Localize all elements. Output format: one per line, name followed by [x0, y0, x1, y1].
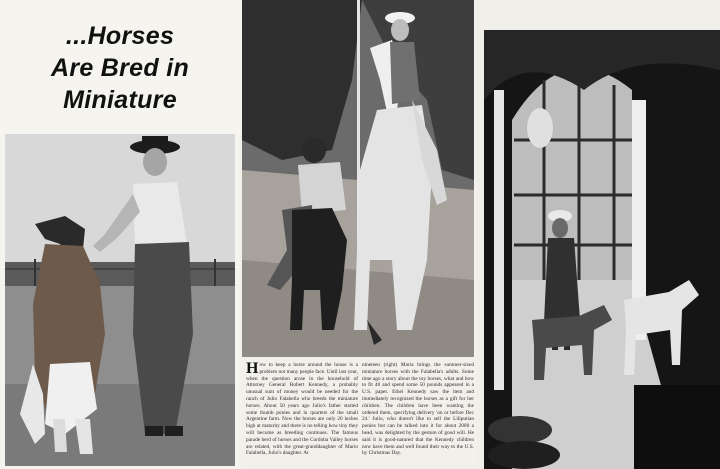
body-paragraph-1: ow to keep a horse around the house is a problem not many people face. Until last year, when the question arose in the household of Attorney General Robert Kennedy, a probably unusual sum of money would be needed for the ranch of Julio Falabella who breeds the miniature horses. About 50 years ago Julio's father started some thumb ponies and in quarters of the small Argentine farm. Now the horses are only 20 inches high at maturity and there is no telling how tiny they will become as breeding continues. The famous parade herd of horses and the Cordoba Valley horses are related, with the great-granddaughter of Mario Falabella, Julio's daughter. At: [246, 362, 358, 457]
body-paragraph-2: nineteen (right) Maria brings the summer-sized miniature horses with the Falabella's adults. Some time ago a story about the toy horses, what and how to fit 40 and spend some 50 pounds appeared in a U.S. paper. Ethel Kennedy saw the item and immediately recognized the horses as a gift for her children. The children have been wanting the ordered them, specifying delivery 'on or before Dec 24.' Julio, who doesn't like to sell the Liliputian ponies but can be talked into it for about 2000 a head, was delighted by the gesture of good will. He said it is good-natured that the Kennedy children now have them and well found their way to the U.S. by Christmas Day.: [362, 362, 474, 457]
right-page: [476, 0, 720, 469]
article-title: [0, 20, 240, 130]
photo-girl-on-horse-and-boy-on-pony: [242, 0, 474, 357]
photo-girl-and-foals-in-doorway: [484, 30, 720, 469]
drop-cap: H: [246, 362, 259, 377]
body-text-column-2: [362, 362, 474, 466]
title-line-2: Are Bred in: [50, 54, 190, 82]
title-line-3: Miniature: [63, 86, 177, 114]
photo-man-with-rearing-pony: [5, 134, 235, 466]
center-page: [242, 0, 474, 469]
body-text-column-1: [246, 362, 358, 466]
title-line-1: ...Horses: [65, 22, 175, 50]
left-page: [0, 0, 240, 469]
